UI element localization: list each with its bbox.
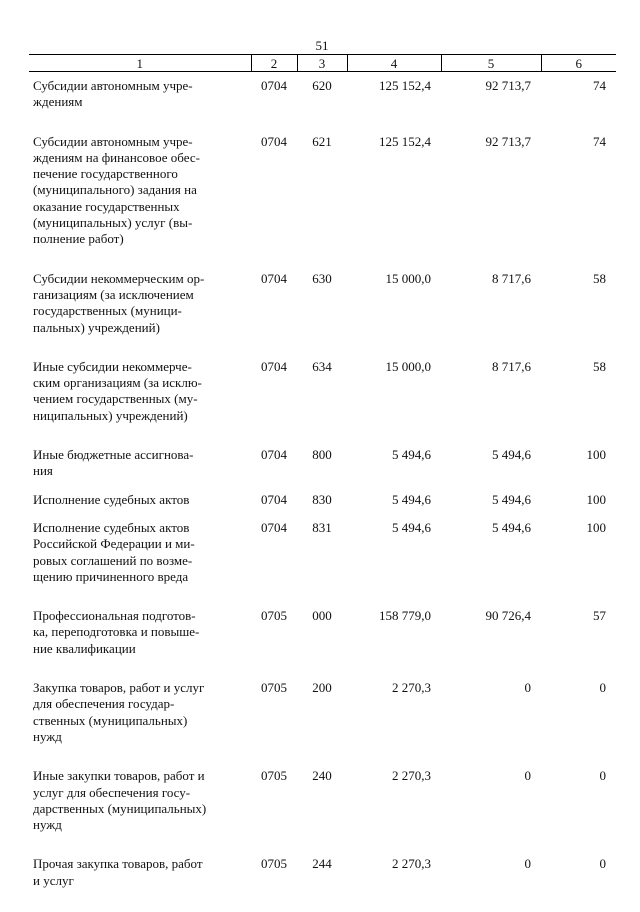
percent-cell: 57 bbox=[593, 608, 606, 624]
table-row bbox=[29, 359, 616, 447]
table-row bbox=[29, 492, 616, 520]
item-name-cell: Закупка товаров, работ и услуг для обеспечения государ- ственных (муниципальных) нужд bbox=[33, 680, 205, 744]
executed-amount-cell: 0 bbox=[524, 856, 531, 872]
percent-cell: 74 bbox=[593, 133, 606, 149]
planned-amount-cell: 125 152,4 bbox=[379, 78, 431, 93]
planned-amount-cell: 125 152,4 bbox=[379, 133, 431, 149]
percent-cell: 74 bbox=[593, 78, 606, 93]
header-cell: 2 bbox=[251, 55, 297, 72]
item-name-cell: Субсидии автономным учре- ждениям bbox=[33, 78, 193, 110]
planned-amount-cell: 2 270,3 bbox=[392, 856, 431, 872]
budget-table bbox=[29, 54, 616, 912]
planned-amount-cell: 2 270,3 bbox=[392, 768, 431, 784]
section-code-cell: 0704 bbox=[261, 358, 287, 374]
section-code-cell: 0704 bbox=[261, 447, 287, 463]
table-row bbox=[29, 608, 616, 680]
executed-amount-cell: 5 494,6 bbox=[492, 491, 531, 507]
expense-type-cell: 240 bbox=[312, 768, 332, 784]
planned-amount-cell: 158 779,0 bbox=[379, 608, 431, 624]
percent-cell: 100 bbox=[586, 447, 606, 463]
percent-cell: 0 bbox=[599, 768, 606, 784]
executed-amount-cell: 5 494,6 bbox=[492, 447, 531, 463]
expense-type-cell: 621 bbox=[312, 133, 332, 149]
table-row bbox=[29, 134, 616, 271]
expense-type-cell: 830 bbox=[312, 491, 332, 507]
table-header bbox=[29, 55, 616, 72]
section-code-cell: 0704 bbox=[261, 270, 287, 286]
percent-cell: 0 bbox=[599, 680, 606, 696]
planned-amount-cell: 5 494,6 bbox=[392, 447, 431, 463]
item-name-cell: Исполнение судебных актов bbox=[33, 491, 190, 507]
executed-amount-cell: 8 717,6 bbox=[492, 358, 531, 374]
expense-type-cell: 000 bbox=[312, 608, 332, 624]
table-row bbox=[29, 447, 616, 492]
item-name-cell: Прочая закупка товаров, работ и услуг bbox=[33, 856, 203, 888]
item-name-cell: Иные субсидии некоммерче- ским организациям (за исклю- чением государственных (му- ниципальных) учреждений) bbox=[33, 358, 202, 423]
header-cell: 5 bbox=[441, 55, 541, 72]
item-name-cell: Иные бюджетные ассигнова- ния bbox=[33, 447, 194, 479]
executed-amount-cell: 8 717,6 bbox=[492, 270, 531, 286]
item-name-cell: Профессиональная подготов- ка, переподготовка и повыше- ние квалификации bbox=[33, 608, 200, 656]
executed-amount-cell: 5 494,6 bbox=[492, 519, 531, 535]
percent-cell: 58 bbox=[593, 358, 606, 374]
table-row bbox=[29, 768, 616, 856]
percent-cell: 0 bbox=[599, 856, 606, 872]
executed-amount-cell: 0 bbox=[524, 768, 531, 784]
executed-amount-cell: 0 bbox=[524, 680, 531, 696]
table-row bbox=[29, 520, 616, 608]
table-row bbox=[29, 271, 616, 359]
percent-cell: 100 bbox=[586, 519, 606, 535]
section-code-cell: 0705 bbox=[261, 856, 287, 872]
percent-cell: 100 bbox=[586, 491, 606, 507]
executed-amount-cell: 92 713,7 bbox=[485, 78, 531, 93]
executed-amount-cell: 90 726,4 bbox=[485, 608, 531, 624]
item-name-cell: Субсидии автономным учре- ждениям на финансовое обес- печение государственного (муниципального) задания на оказание государственных (муниципальных) услуг (вы- полнение работ) bbox=[33, 133, 200, 247]
planned-amount-cell: 15 000,0 bbox=[385, 358, 431, 374]
table-body bbox=[29, 72, 616, 912]
section-code-cell: 0705 bbox=[261, 608, 287, 624]
section-code-cell: 0705 bbox=[261, 680, 287, 696]
expense-type-cell: 244 bbox=[312, 856, 332, 872]
percent-cell: 58 bbox=[593, 270, 606, 286]
item-name-cell: Иные закупки товаров, работ и услуг для обеспечения госу- дарственных (муниципальных) нужд bbox=[33, 768, 207, 833]
header-row bbox=[29, 55, 616, 72]
table-row bbox=[29, 680, 616, 768]
header-cell: 4 bbox=[347, 55, 441, 72]
expense-type-cell: 800 bbox=[312, 447, 332, 463]
table-row bbox=[29, 856, 616, 912]
section-code-cell: 0704 bbox=[261, 519, 287, 535]
expense-type-cell: 620 bbox=[312, 78, 332, 93]
header-cell: 3 bbox=[297, 55, 347, 72]
section-code-cell: 0704 bbox=[261, 78, 287, 93]
section-code-cell: 0704 bbox=[261, 133, 287, 149]
expense-type-cell: 831 bbox=[312, 519, 332, 535]
planned-amount-cell: 5 494,6 bbox=[392, 491, 431, 507]
table-row bbox=[29, 72, 616, 134]
item-name-cell: Субсидии некоммерческим ор- ганизациям (за исключением государственных (муници- пальных) учреждений) bbox=[33, 270, 205, 335]
expense-type-cell: 634 bbox=[312, 358, 332, 374]
section-code-cell: 0704 bbox=[261, 491, 287, 507]
planned-amount-cell: 2 270,3 bbox=[392, 680, 431, 696]
expense-type-cell: 200 bbox=[312, 680, 332, 696]
page-number: 51 bbox=[315, 38, 329, 53]
section-code-cell: 0705 bbox=[261, 768, 287, 784]
expense-type-cell: 630 bbox=[312, 270, 332, 286]
planned-amount-cell: 15 000,0 bbox=[385, 270, 431, 286]
planned-amount-cell: 5 494,6 bbox=[392, 519, 431, 535]
header-cell: 6 bbox=[541, 55, 616, 72]
executed-amount-cell: 92 713,7 bbox=[485, 133, 531, 149]
header-cell: 1 bbox=[29, 55, 251, 72]
item-name-cell: Исполнение судебных актов Российской Федерации и ми- ровых соглашений по возме- щению причиненного вреда bbox=[33, 519, 195, 584]
